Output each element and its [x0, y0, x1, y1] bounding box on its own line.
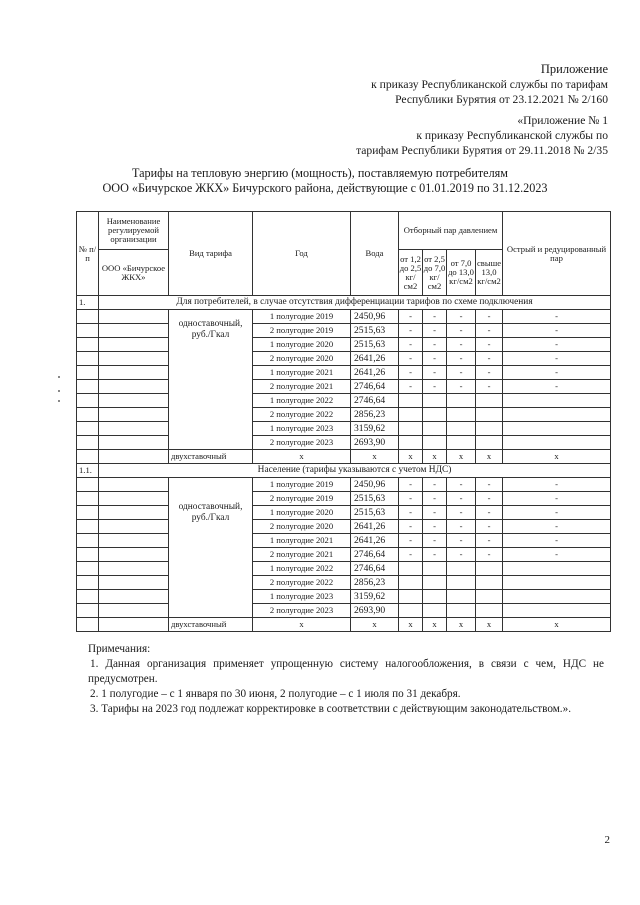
period-cell: 1 полугодие 2023	[253, 590, 351, 604]
water-value: 2641,26	[351, 534, 399, 548]
table-row	[77, 338, 611, 352]
x-cell: х	[503, 618, 611, 632]
x-cell: х	[423, 618, 447, 632]
section-row	[77, 464, 611, 478]
dash-cell: -	[503, 492, 611, 506]
header-steam: Отборный пар давлением	[399, 212, 503, 250]
appendix-header	[371, 62, 608, 107]
note-item: 3. Тарифы на 2023 год подлежат корректировке в соответствии с действующим законодательством.».	[90, 703, 571, 715]
title-line: Тарифы на тепловую энергию (мощность), поставляемую потребителям	[132, 166, 508, 180]
table-row	[77, 394, 611, 408]
table-row	[77, 548, 611, 562]
x-cell: х	[476, 618, 503, 632]
x-cell: х	[351, 618, 399, 632]
period-cell: 1 полугодие 2022	[253, 562, 351, 576]
section-number: 1.	[77, 296, 99, 310]
header-num: № п/п	[77, 212, 99, 296]
table-row	[77, 436, 611, 450]
dash-cell: -	[447, 380, 476, 394]
dash-cell: -	[447, 520, 476, 534]
header-steam-col: от 2,5 до 7,0 кг/см2	[423, 250, 447, 296]
dash-cell: -	[476, 352, 503, 366]
dash-cell: -	[503, 380, 611, 394]
dash-cell: -	[423, 520, 447, 534]
table-row	[77, 562, 611, 576]
appendix-header-line: Республики Бурятия от 23.12.2021 № 2/160	[395, 93, 608, 106]
dash-cell: -	[503, 478, 611, 492]
water-value: 2693,90	[351, 604, 399, 618]
header-tariff-type: Вид тарифа	[169, 212, 253, 296]
scan-speck	[58, 376, 60, 378]
table-row	[77, 492, 611, 506]
dash-cell: -	[476, 492, 503, 506]
table-row	[77, 310, 611, 324]
single-rate-label: одноставочный, руб./Гкал	[169, 478, 253, 618]
table-row	[77, 422, 611, 436]
dash-cell: -	[423, 506, 447, 520]
org-name: ООО «Бичурское ЖКХ»	[99, 250, 169, 296]
table-row	[77, 506, 611, 520]
dash-cell: -	[476, 338, 503, 352]
x-cell: х	[399, 618, 423, 632]
header-reduced-steam: Острый и редуцированный пар	[503, 212, 611, 296]
dash-cell: -	[476, 366, 503, 380]
section-row	[77, 296, 611, 310]
dash-cell: -	[399, 548, 423, 562]
period-cell: 2 полугодие 2022	[253, 576, 351, 590]
dash-cell: -	[476, 310, 503, 324]
water-value: 3159,62	[351, 590, 399, 604]
header-water: Вода	[351, 212, 399, 296]
document-title	[0, 166, 640, 196]
table-row	[77, 520, 611, 534]
scan-speck	[58, 400, 60, 402]
dash-cell: -	[503, 366, 611, 380]
water-value: 2746,64	[351, 548, 399, 562]
dash-cell: -	[476, 324, 503, 338]
water-value: 2515,63	[351, 492, 399, 506]
dash-cell: -	[503, 310, 611, 324]
dash-cell: -	[503, 338, 611, 352]
x-cell: х	[351, 450, 399, 464]
water-value: 2450,96	[351, 478, 399, 492]
table-row	[77, 604, 611, 618]
header-steam-col: от 1,2 до 2,5 кг/см2	[399, 250, 423, 296]
original-appendix-header	[356, 113, 608, 158]
dash-cell: -	[476, 380, 503, 394]
period-cell: 2 полугодие 2022	[253, 408, 351, 422]
period-cell: 1 полугодие 2021	[253, 366, 351, 380]
tariff-table	[76, 211, 611, 632]
dash-cell: -	[476, 478, 503, 492]
dash-cell: -	[503, 548, 611, 562]
dash-cell: -	[423, 478, 447, 492]
dash-cell: -	[423, 352, 447, 366]
x-cell: х	[447, 618, 476, 632]
water-value: 2641,26	[351, 366, 399, 380]
x-cell: х	[447, 450, 476, 464]
table-row	[77, 324, 611, 338]
original-appendix-line: тарифам Республики Бурятия от 29.11.2018 № 2/35	[356, 144, 608, 157]
dash-cell: -	[447, 548, 476, 562]
period-cell: 1 полугодие 2022	[253, 394, 351, 408]
dash-cell: -	[447, 478, 476, 492]
dash-cell: -	[399, 324, 423, 338]
table-row	[77, 380, 611, 394]
dash-cell: -	[503, 324, 611, 338]
dash-cell: -	[447, 338, 476, 352]
water-value: 2641,26	[351, 520, 399, 534]
note-item: 2. 1 полугодие – с 1 января по 30 июня, 2 полугодие – с 1 июля по 31 декабря.	[90, 688, 461, 700]
period-cell: 1 полугодие 2019	[253, 310, 351, 324]
x-cell: х	[423, 450, 447, 464]
two-rate-label: двухставочный	[169, 618, 253, 632]
two-rate-label: двухставочный	[169, 450, 253, 464]
original-appendix-line: к приказу Республиканской службы по	[416, 129, 608, 142]
dash-cell: -	[399, 310, 423, 324]
header-org: Наименование регулируемой организации	[99, 212, 169, 250]
header-steam-col: от 7,0 до 13,0 кг/см2	[447, 250, 476, 296]
water-value: 3159,62	[351, 422, 399, 436]
dash-cell: -	[423, 548, 447, 562]
period-cell: 1 полугодие 2023	[253, 422, 351, 436]
water-value: 2515,63	[351, 506, 399, 520]
notes-title: Примечания:	[88, 643, 151, 655]
dash-cell: -	[476, 534, 503, 548]
water-value: 2515,63	[351, 338, 399, 352]
dash-cell: -	[399, 352, 423, 366]
period-cell: 2 полугодие 2021	[253, 548, 351, 562]
section-title: Для потребителей, в случае отсутствия дифференциации тарифов по схеме подключения	[99, 296, 611, 310]
appendix-header-line: Приложение	[540, 62, 608, 76]
x-cell: х	[503, 450, 611, 464]
period-cell: 1 полугодие 2020	[253, 506, 351, 520]
dash-cell: -	[423, 492, 447, 506]
table-row	[77, 478, 611, 492]
water-value: 2746,64	[351, 380, 399, 394]
dash-cell: -	[476, 548, 503, 562]
water-value: 2856,23	[351, 408, 399, 422]
period-cell: 1 полугодие 2021	[253, 534, 351, 548]
dash-cell: -	[423, 310, 447, 324]
dash-cell: -	[503, 534, 611, 548]
dash-cell: -	[399, 366, 423, 380]
header-steam-col: свыше 13,0 кг/см2	[476, 250, 503, 296]
dash-cell: -	[447, 506, 476, 520]
appendix-header-line: к приказу Республиканской службы по тарифам	[371, 78, 608, 91]
water-value: 2693,90	[351, 436, 399, 450]
two-rate-row	[77, 618, 611, 632]
dash-cell: -	[399, 492, 423, 506]
scan-speck	[58, 390, 60, 392]
dash-cell: -	[399, 534, 423, 548]
dash-cell: -	[503, 520, 611, 534]
water-value: 2450,96	[351, 310, 399, 324]
dash-cell: -	[399, 478, 423, 492]
table-row	[77, 408, 611, 422]
x-cell: х	[399, 450, 423, 464]
x-cell: х	[476, 450, 503, 464]
dash-cell: -	[423, 534, 447, 548]
title-line: ООО «Бичурское ЖКХ» Бичурского района, действующие с 01.01.2019 по 31.12.2023	[102, 181, 548, 195]
dash-cell: -	[399, 380, 423, 394]
period-cell: 2 полугодие 2021	[253, 380, 351, 394]
dash-cell: -	[399, 520, 423, 534]
period-cell: 2 полугодие 2020	[253, 352, 351, 366]
period-cell: 2 полугодие 2019	[253, 324, 351, 338]
page-number: 2	[604, 834, 610, 846]
two-rate-row	[77, 450, 611, 464]
dash-cell: -	[399, 338, 423, 352]
dash-cell: -	[423, 366, 447, 380]
single-rate-label: одноставочный, руб./Гкал	[169, 310, 253, 450]
water-value: 2641,26	[351, 352, 399, 366]
period-cell: 2 полугодие 2023	[253, 604, 351, 618]
period-cell: 2 полугодие 2020	[253, 520, 351, 534]
dash-cell: -	[447, 534, 476, 548]
dash-cell: -	[447, 492, 476, 506]
table-row	[77, 366, 611, 380]
x-cell: х	[253, 450, 351, 464]
dash-cell: -	[447, 310, 476, 324]
dash-cell: -	[423, 324, 447, 338]
period-cell: 2 полугодие 2019	[253, 492, 351, 506]
period-cell: 1 полугодие 2020	[253, 338, 351, 352]
water-value: 2746,64	[351, 562, 399, 576]
dash-cell: -	[503, 506, 611, 520]
section-number: 1.1.	[77, 464, 99, 478]
water-value: 2746,64	[351, 394, 399, 408]
period-cell: 2 полугодие 2023	[253, 436, 351, 450]
period-cell: 1 полугодие 2019	[253, 478, 351, 492]
table-row	[77, 590, 611, 604]
dash-cell: -	[447, 352, 476, 366]
section-title: Население (тарифы указываются с учетом НДС)	[99, 464, 611, 478]
dash-cell: -	[423, 338, 447, 352]
table-row	[77, 352, 611, 366]
original-appendix-line: «Приложение № 1	[517, 114, 608, 127]
water-value: 2856,23	[351, 576, 399, 590]
header-year: Год	[253, 212, 351, 296]
dash-cell: -	[476, 520, 503, 534]
dash-cell: -	[476, 506, 503, 520]
table-row	[77, 576, 611, 590]
table-row	[77, 534, 611, 548]
water-value: 2515,63	[351, 324, 399, 338]
dash-cell: -	[503, 352, 611, 366]
dash-cell: -	[447, 366, 476, 380]
notes-section	[88, 642, 604, 717]
note-item: 1. Данная организация применяет упрощенную систему налогообложения, в связи с чем, НДС не предусмотрен.	[88, 658, 604, 685]
x-cell: х	[253, 618, 351, 632]
dash-cell: -	[423, 380, 447, 394]
dash-cell: -	[399, 506, 423, 520]
dash-cell: -	[447, 324, 476, 338]
